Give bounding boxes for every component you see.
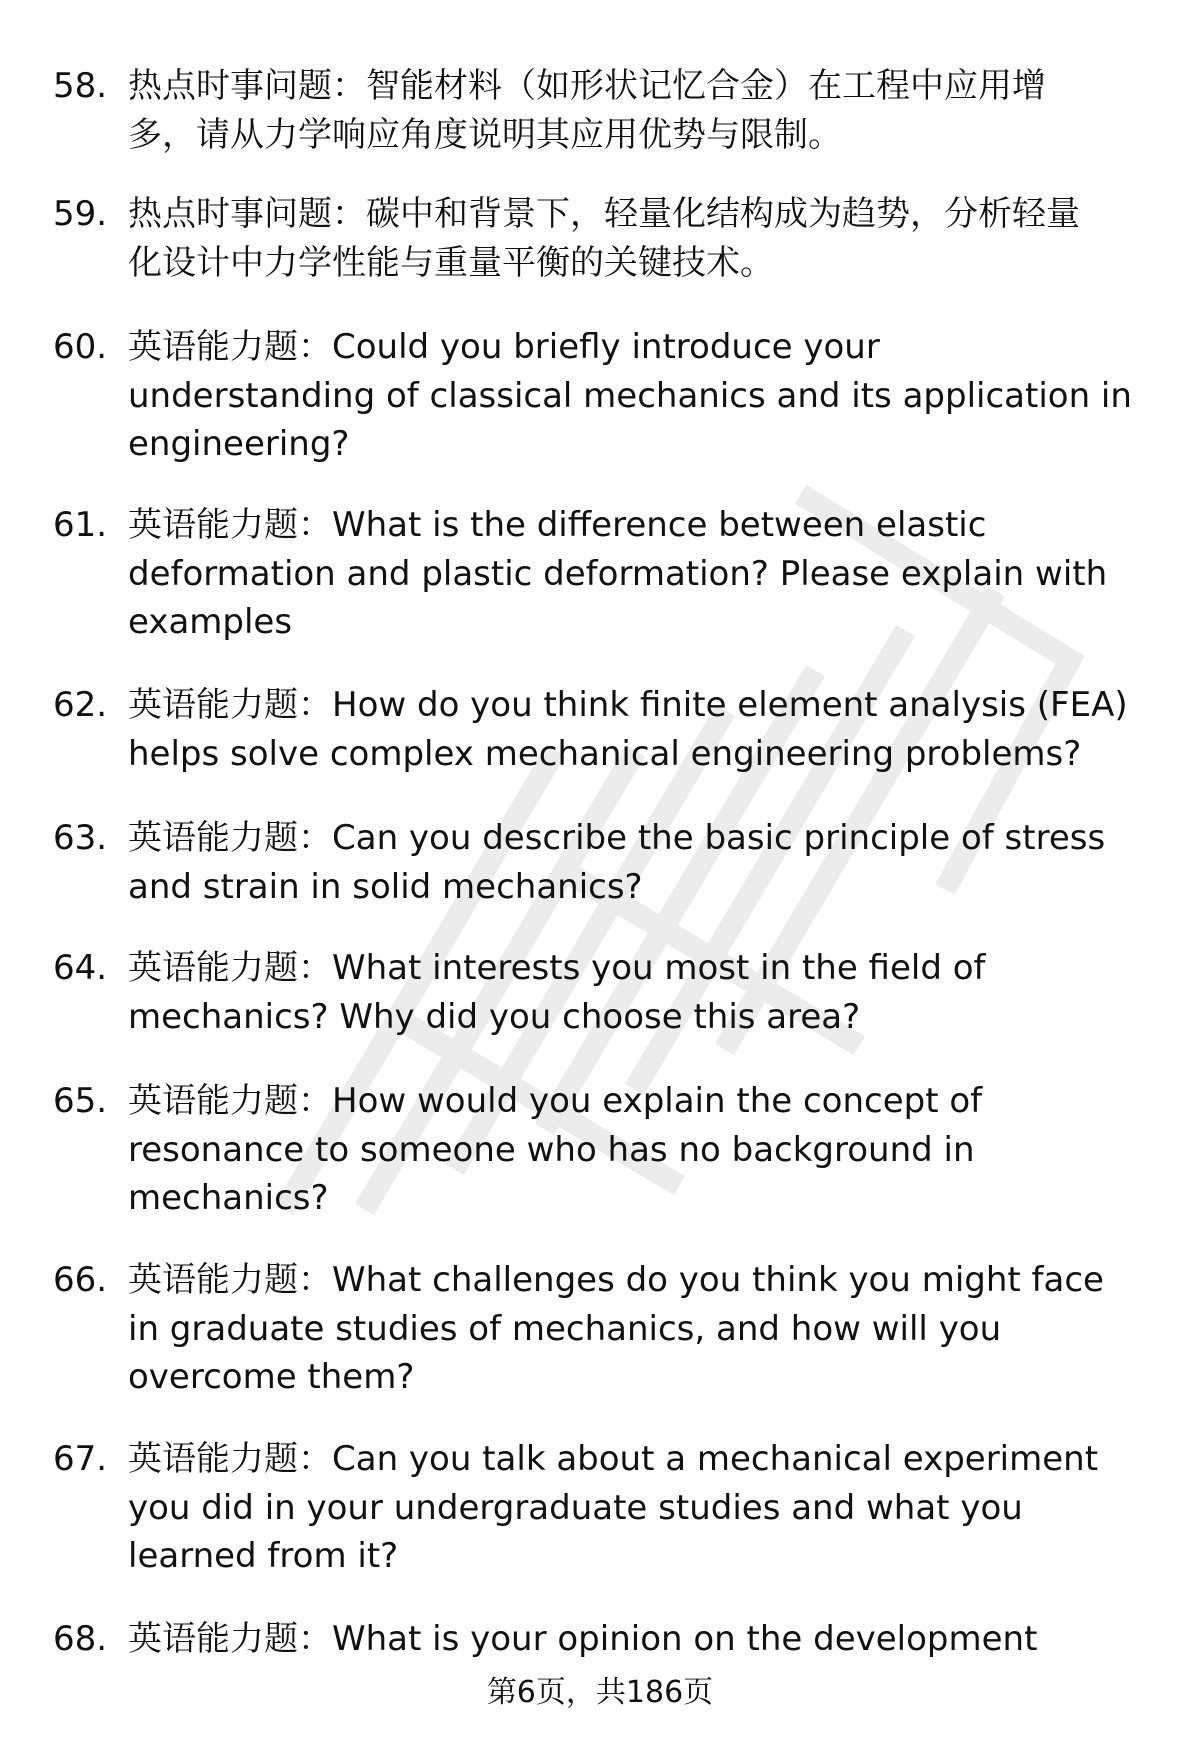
question-text-line: 英语能力题：What interests you most in the field of (128, 948, 986, 988)
question-text (128, 681, 1188, 778)
question-text (128, 323, 1188, 469)
question-text-line: 英语能力题：Could you briefly introduce your (128, 327, 880, 367)
question-text-line: overcome them? (128, 1357, 415, 1398)
question-text-line: 英语能力题：Can you describe the basic principle of stress (128, 818, 1106, 858)
question-text-line: deformation and plastic deformation? Please explain with (128, 553, 1108, 594)
question-number: 62. (53, 685, 108, 725)
question-number: 59. (53, 194, 108, 234)
question-text (128, 1435, 1188, 1581)
question-text-line: 热点时事问题：碳中和背景下，轻量化结构成为趋势，分析轻量 (128, 194, 1080, 234)
question-text-line: 英语能力题：What challenges do you think you might face (128, 1260, 1104, 1300)
question-number: 64. (53, 948, 108, 988)
question-text-line: 化设计中力学性能与重量平衡的关键技术。 (128, 242, 774, 283)
question-text-line: examples (128, 602, 293, 643)
question-text (128, 1256, 1188, 1402)
question-text (128, 62, 1188, 159)
question-text-line: you did in your undergraduate studies and what you (128, 1487, 1023, 1528)
question-number: 66. (53, 1260, 108, 1300)
question-text (128, 814, 1188, 911)
question-text (128, 190, 1188, 287)
question-number: 68. (53, 1619, 108, 1659)
question-text-line: 热点时事问题：智能材料（如形状记忆合金）在工程中应用增 (128, 66, 1046, 106)
question-number: 61. (53, 505, 108, 545)
question-number: 60. (53, 327, 108, 367)
question-text-line: helps solve complex mechanical engineering problems? (128, 733, 1082, 774)
question-text-line: 英语能力题：What is your opinion on the development (128, 1619, 1038, 1659)
question-text-line: learned from it? (128, 1536, 399, 1577)
question-text (128, 944, 1188, 1041)
question-text (128, 1077, 1188, 1223)
question-text-line: mechanics? Why did you choose this area? (128, 996, 861, 1037)
question-text-line: resonance to someone who has no background in (128, 1129, 975, 1170)
page-number-footer: 第6页，共186页 (486, 1675, 714, 1710)
question-text (128, 501, 1188, 647)
question-text-line: 英语能力题：Can you talk about a mechanical experiment (128, 1439, 1099, 1479)
question-text-line: in graduate studies of mechanics, and how will you (128, 1308, 1002, 1349)
question-text (128, 1615, 1188, 1664)
question-text-line: 英语能力题：What is the difference between elastic (128, 505, 987, 545)
question-number: 67. (53, 1439, 108, 1479)
question-text-line: understanding of classical mechanics and its application in (128, 375, 1132, 416)
question-text-line: and strain in solid mechanics? (128, 866, 643, 907)
question-text-line: 英语能力题：How do you think finite element analysis (FEA) (128, 685, 1128, 725)
question-number: 63. (53, 818, 108, 858)
question-text-line: mechanics? (128, 1178, 329, 1219)
question-number: 65. (53, 1081, 108, 1121)
question-text-line: 英语能力题：How would you explain the concept of (128, 1081, 983, 1121)
question-text-line: engineering? (128, 424, 350, 465)
question-text-line: 多，请从力学响应角度说明其应用优势与限制。 (128, 114, 842, 155)
question-number: 58. (53, 66, 108, 106)
